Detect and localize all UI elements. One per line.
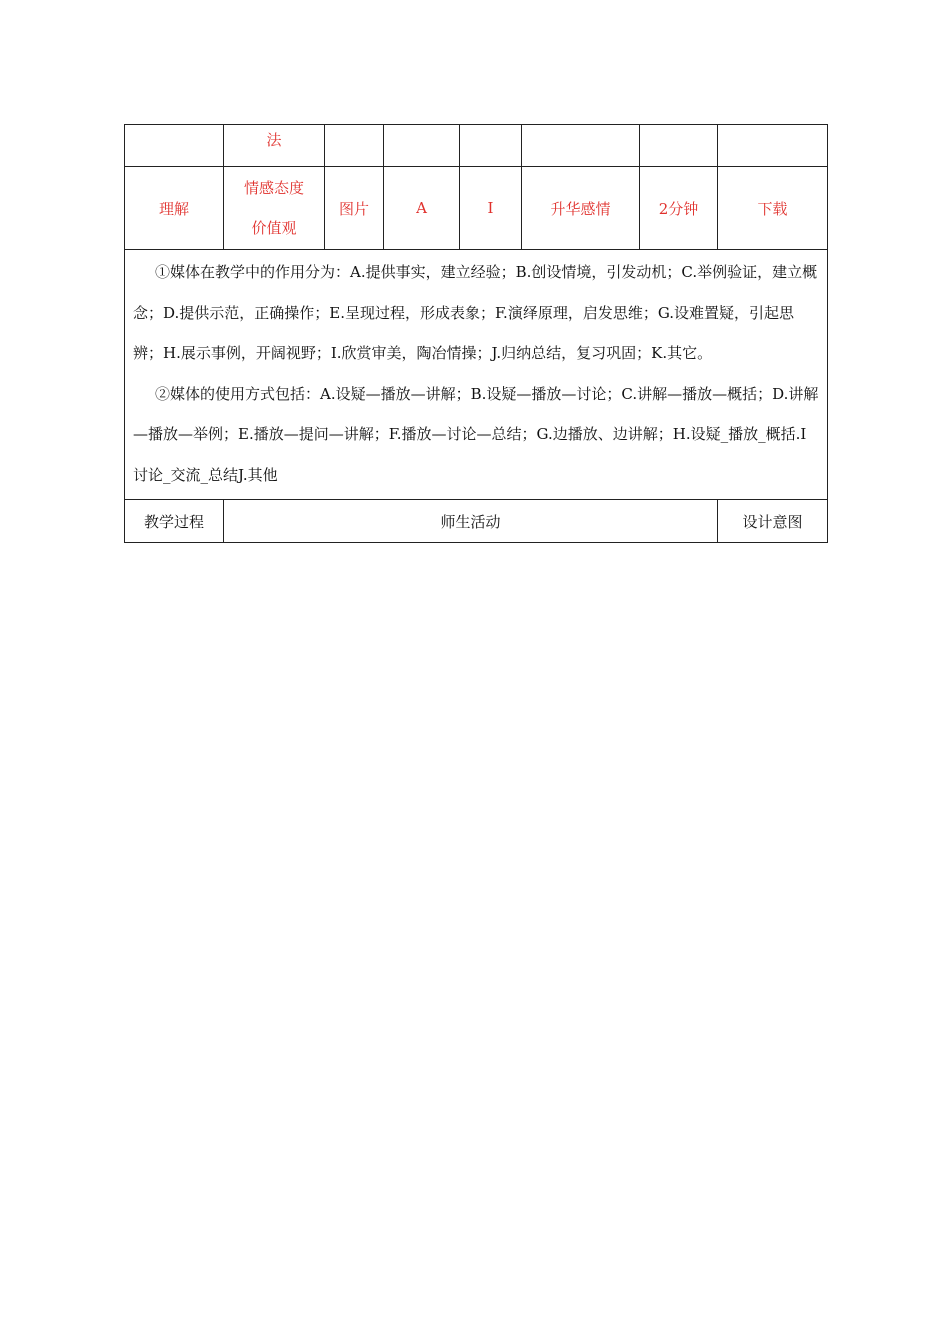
cell-notes bbox=[125, 250, 828, 500]
cell-level: 理解 bbox=[125, 167, 224, 250]
table-row-emotion bbox=[125, 167, 828, 250]
cell-media-usage: I bbox=[460, 167, 522, 250]
cell-empty bbox=[384, 125, 460, 167]
notes-paragraph-media-roles: ①媒体在教学中的作用分为：A.提供事实，建立经验；B.创设情境，引发动机；C.举例验证，建立概念；D.提供示范，正确操作；E.呈现过程，形成表象；F.演绎原理，启发思维；G.设难置疑，引起思辨；H.展示事例，开阔视野；I.欣赏审美，陶冶情操；J.归纳总结，复习巩固；K.其它。 bbox=[133, 263, 818, 362]
cell-source: 下载 bbox=[718, 167, 828, 250]
notes-paragraph-media-usage: ②媒体的使用方式包括：A.设疑—播放—讲解；B.设疑—播放—讨论；C.讲解—播放—概括；D.讲解—播放—举例；E.播放—提问—讲解；F.播放—讨论—总结；G.边播放、边讲解；H.设疑_播放_概括.I讨论_交流_总结J.其他 bbox=[133, 384, 819, 484]
table-row-method bbox=[125, 125, 828, 167]
header-teacher-student-activity: 师生活动 bbox=[224, 500, 718, 543]
cell-goal-line1: 情感态度 bbox=[243, 179, 304, 197]
cell-empty bbox=[640, 125, 718, 167]
cell-empty bbox=[522, 125, 640, 167]
cell-goal bbox=[224, 167, 325, 250]
cell-media-type: 图片 bbox=[325, 167, 384, 250]
cell-empty bbox=[460, 125, 522, 167]
cell-content: 升华感情 bbox=[522, 167, 640, 250]
header-teaching-process: 教学过程 bbox=[125, 500, 224, 543]
cell-empty bbox=[125, 125, 224, 167]
table-row-notes bbox=[125, 250, 828, 500]
header-design-intent: 设计意图 bbox=[718, 500, 828, 543]
lesson-plan-table bbox=[124, 124, 828, 543]
cell-media-role: A bbox=[384, 167, 460, 250]
cell-method-fa: 法 bbox=[224, 125, 325, 167]
cell-empty bbox=[325, 125, 384, 167]
cell-goal-line2: 价值观 bbox=[251, 219, 297, 237]
cell-empty bbox=[718, 125, 828, 167]
cell-duration: 2分钟 bbox=[640, 167, 718, 250]
table-row-process-header bbox=[125, 500, 828, 543]
